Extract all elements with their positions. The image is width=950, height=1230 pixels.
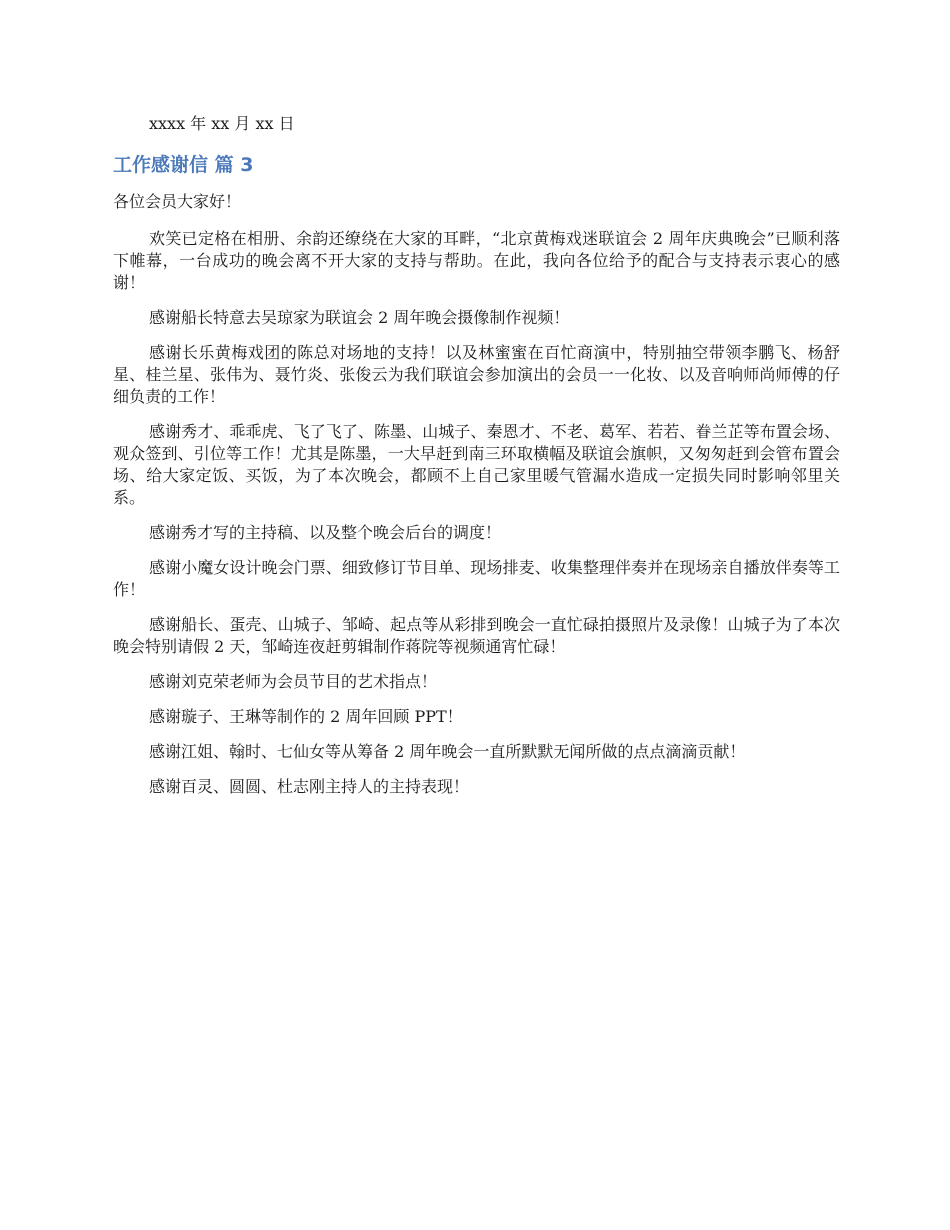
- paragraph-thanks-tickets: 感谢小魔女设计晚会门票、细致修订节目单、现场排麦、收集整理伴奏并在现场亲自播放伴奏等工作！: [113, 558, 840, 599]
- paragraph-thanks-captain: 感谢船长特意去吴琼家为联谊会 2 周年晚会摄像制作视频！: [149, 308, 570, 327]
- paragraph-opening: 欢笑已定格在相册、余韵还缭绕在大家的耳畔，“北京黄梅戏迷联谊会 2 周年庆典晚会”已顺利落下帷幕，一台成功的晚会离不开大家的支持与帮助。在此，我向各位给予的配合与支持表示衷心的感谢！: [113, 229, 840, 292]
- paragraph-thanks-setup: 感谢秀才、乖乖虎、飞了飞了、陈墨、山城子、秦恩才、不老、葛军、若若、眷兰芷等布置会场、观众签到、引位等工作！尤其是陈墨，一大早赶到南三环取横幅及联谊会旗帜，又匆匆赶到会管布置会场、给大家定饭、买饭，为了本次晚会，都顾不上自己家里暖气管漏水造成一定损失同时影响邻里关系。: [113, 422, 840, 507]
- paragraph-thanks-script: 感谢秀才写的主持稿、以及整个晚会后台的调度！: [149, 523, 502, 542]
- section-heading: 工作感谢信 篇 3: [113, 154, 254, 176]
- paragraph-thanks-preparation: 感谢江姐、翰时、七仙女等从筹备 2 周年晚会一直所默默无闻所做的点点滴滴贡献！: [149, 742, 746, 761]
- paragraph-thanks-ppt: 感谢璇子、王琳等制作的 2 周年回顾 PPT！: [149, 707, 463, 726]
- document-body: [113, 112, 840, 811]
- paragraph-thanks-art-guidance: 感谢刘克荣老师为会员节目的艺术指点！: [149, 672, 438, 691]
- paragraph-thanks-photography: 感谢船长、蛋壳、山城子、邹崎、起点等从彩排到晚会一直忙碌拍摄照片及录像！山城子为了本次晚会特别请假 2 天，邹崎连夜赶剪辑制作蒋院等视频通宵忙碌！: [113, 615, 840, 656]
- paragraph-thanks-venue: 感谢长乐黄梅戏团的陈总对场地的支持！以及林蜜蜜在百忙商演中，特别抽空带领李鹏飞、杨舒星、桂兰星、张伟为、聂竹炎、张俊云为我们联谊会参加演出的会员一一化妆、以及音响师尚师傅的仔细负责的工作！: [113, 343, 840, 406]
- paragraph-thanks-hosts: 感谢百灵、圆圆、杜志刚主持人的主持表现！: [149, 777, 470, 796]
- greeting: 各位会员大家好！: [113, 192, 242, 211]
- date-line: xxxx 年 xx 月 xx 日: [149, 114, 295, 133]
